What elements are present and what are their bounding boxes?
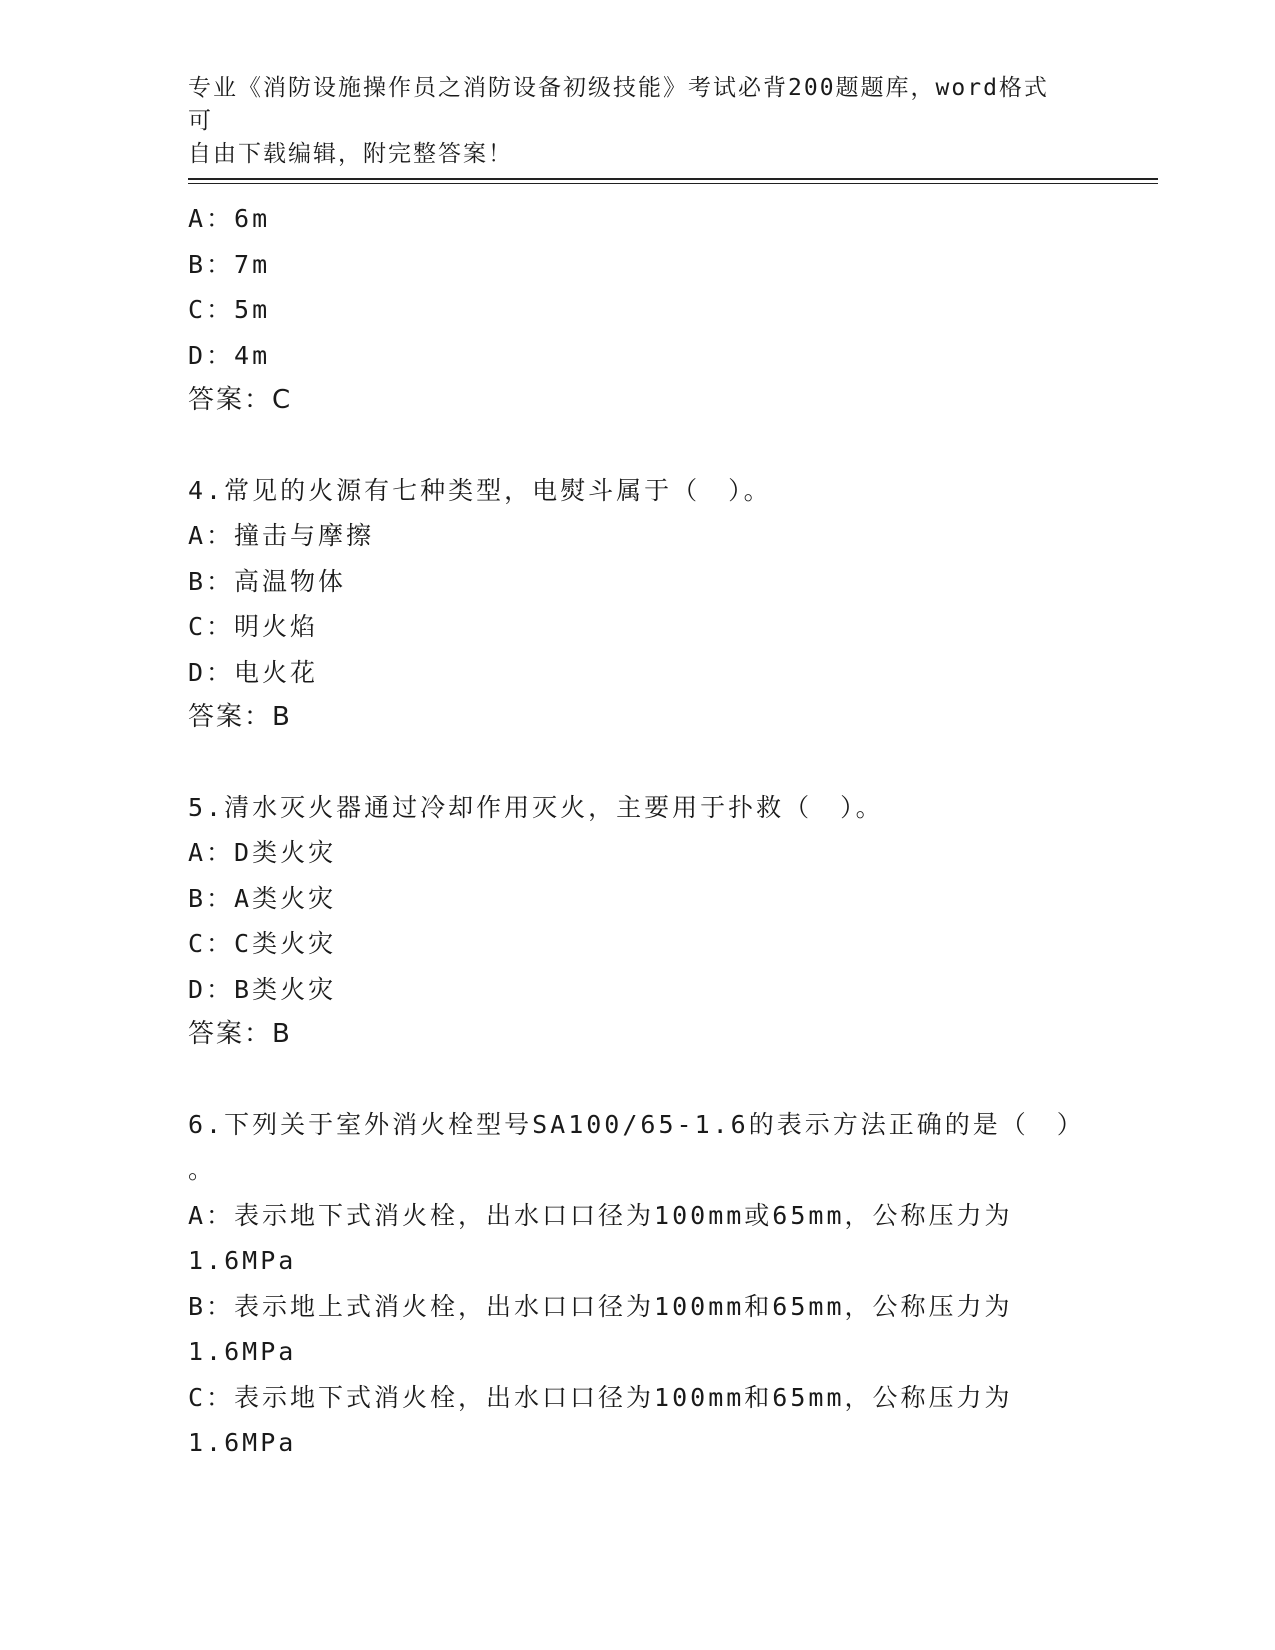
document-header	[188, 72, 1068, 171]
option-b: B：7m	[188, 249, 271, 279]
question-5	[188, 785, 1088, 1058]
header-divider-thin	[188, 183, 1158, 184]
question-text: 5.清水灭火器通过冷却作用灭火，主要用于扑救（ ）。	[188, 792, 884, 822]
option-a: A：表示地下式消火栓，出水口口径为100mm或65mm，公称压力为	[188, 1200, 1013, 1230]
answer: 答案：B	[188, 702, 292, 732]
header-line-2: 自由下载编辑，附完整答案！	[188, 141, 513, 167]
question-4	[188, 468, 1088, 741]
option-b: B：高温物体	[188, 566, 347, 596]
question-text-continued: 。	[188, 1155, 217, 1184]
spacer	[188, 1058, 1088, 1102]
question-text: 6.下列关于室外消火栓型号SA100/65-1.6的表示方法正确的是（ ）	[188, 1109, 1085, 1139]
option-c-continued: 1.6MPa	[188, 1428, 297, 1457]
header-divider-thick	[188, 178, 1158, 180]
option-b: B：表示地上式消火栓，出水口口径为100mm和65mm，公称压力为	[188, 1291, 1013, 1321]
option-c: C：5m	[188, 295, 271, 324]
option-a: A：D类火灾	[188, 838, 337, 867]
spacer	[188, 741, 1088, 785]
option-c: C：表示地下式消火栓，出水口口径为100mm和65mm，公称压力为	[188, 1382, 1013, 1412]
option-b: B：A类火灾	[188, 883, 337, 913]
option-a-continued: 1.6MPa	[188, 1246, 297, 1275]
question-6	[188, 1102, 1088, 1466]
option-c: C：明火焰	[188, 612, 319, 641]
option-d: D：电火花	[188, 657, 319, 687]
question-3	[188, 196, 1088, 424]
answer: 答案：B	[188, 1019, 292, 1049]
option-c: C：C类火灾	[188, 929, 337, 958]
question-list	[188, 196, 1088, 1466]
option-b-continued: 1.6MPa	[188, 1337, 297, 1366]
option-d: D：4m	[188, 340, 271, 370]
spacer	[188, 424, 1088, 468]
header-line-1: 专业《消防设施操作员之消防设备初级技能》考试必背200题题库，word格式可	[188, 75, 1049, 134]
option-a: A：撞击与摩擦	[188, 521, 375, 550]
option-d: D：B类火灾	[188, 974, 337, 1004]
question-text: 4.常见的火源有七种类型，电熨斗属于（ ）。	[188, 475, 772, 505]
option-a: A：6m	[188, 204, 271, 233]
answer: 答案：C	[188, 385, 293, 415]
